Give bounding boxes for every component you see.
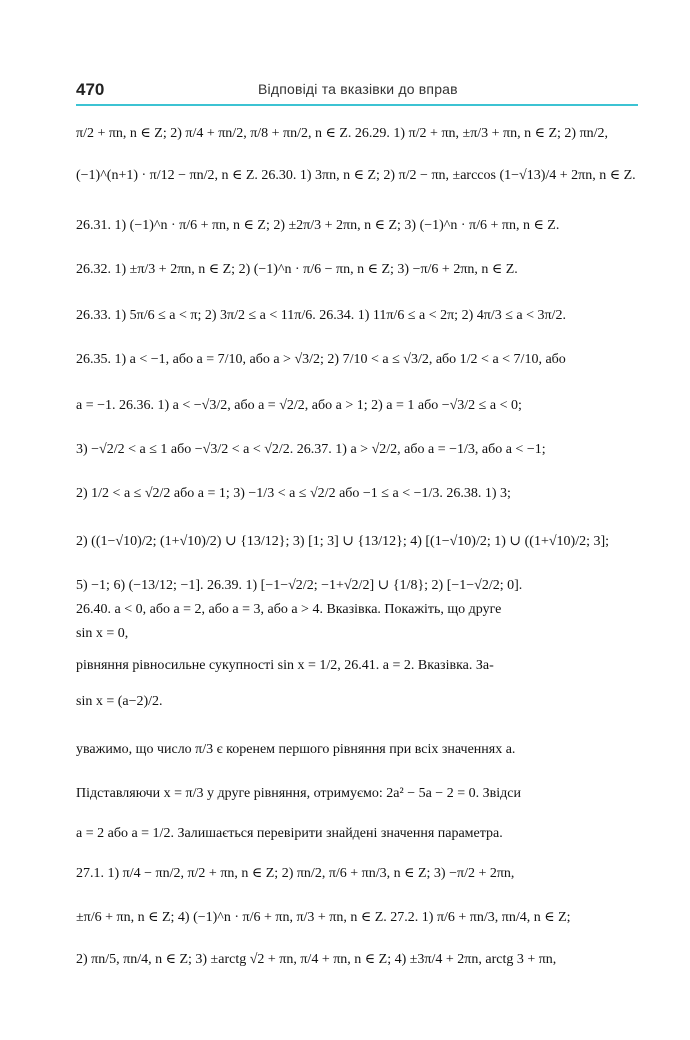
text-line: рівняння рівносильне сукупності sin x = 1/2, 26.41. a = 2. Вказівка. За- bbox=[76, 658, 494, 673]
text-line: (−1)^(n+1) · π/12 − πn/2, n ∈ Z. 26.30. 1) 3πn, n ∈ Z; 2) π/2 − πn, ±arccos (1−√13)/4 + 2πn, n ∈ Z. bbox=[76, 168, 636, 183]
page-number: 470 bbox=[76, 80, 105, 99]
page-header bbox=[76, 78, 638, 106]
text-line: a = 2 або a = 1/2. Залишається перевірити знайдені значення параметра. bbox=[76, 826, 503, 841]
text-line: Підставляючи x = π/3 у друге рівняння, отримуємо: 2a² − 5a − 2 = 0. Звідси bbox=[76, 786, 521, 801]
text-line: 26.32. 1) ±π/3 + 2πn, n ∈ Z; 2) (−1)^n · π/6 − πn, n ∈ Z; 3) −π/6 + 2πn, n ∈ Z. bbox=[76, 262, 518, 277]
running-head: Відповіді та вказівки до вправ bbox=[258, 81, 458, 97]
text-line: 5) −1; 6) (−13/12; −1]. 26.39. 1) [−1−√2/2; −1+√2/2] ∪ {1/8}; 2) [−1−√2/2; 0]. bbox=[76, 578, 523, 593]
text-line: 2) πn/5, πn/4, n ∈ Z; 3) ±arctg √2 + πn, π/4 + πn, n ∈ Z; 4) ±3π/4 + 2πn, arctg 3 + πn, bbox=[76, 952, 557, 967]
text-line: 26.35. 1) a < −1, або a = 7/10, або a > √3/2; 2) 7/10 < a ≤ √3/2, або 1/2 < a < 7/10, або bbox=[76, 352, 566, 367]
text-line: ±π/6 + πn, n ∈ Z; 4) (−1)^n · π/6 + πn, π/3 + πn, n ∈ Z. 27.2. 1) π/6 + πn/3, πn/4, n ∈ Z; bbox=[76, 910, 571, 925]
text-line: 26.33. 1) 5π/6 ≤ a < π; 2) 3π/2 ≤ a < 11π/6. 26.34. 1) 11π/6 ≤ a < 2π; 2) 4π/3 ≤ a < 3π/2. bbox=[76, 308, 566, 323]
header-rule bbox=[76, 104, 638, 106]
text-line: 27.1. 1) π/4 − πn/2, π/2 + πn, n ∈ Z; 2) πn/2, π/6 + πn/3, n ∈ Z; 3) −π/2 + 2πn, bbox=[76, 866, 515, 881]
text-line: sin x = 0, bbox=[76, 626, 129, 641]
text-line: sin x = (a−2)/2. bbox=[76, 694, 163, 709]
text-line: 2) ((1−√10)/2; (1+√10)/2) ∪ {13/12}; 3) [1; 3] ∪ {13/12}; 4) [(1−√10)/2; 1) ∪ ((1+√10)/2; 3]; bbox=[76, 534, 610, 549]
text-line: a = −1. 26.36. 1) a < −√3/2, або a = √2/2, або a > 1; 2) a = 1 або −√3/2 ≤ a < 0; bbox=[76, 398, 522, 413]
text-line: 2) 1/2 < a ≤ √2/2 або a = 1; 3) −1/3 < a ≤ √2/2 або −1 ≤ a < −1/3. 26.38. 1) 3; bbox=[76, 486, 511, 501]
text-line: уважимо, що число π/3 є коренем першого рівняння при всіх значеннях a. bbox=[76, 742, 516, 757]
text-line: π/2 + πn, n ∈ Z; 2) π/4 + πn/2, π/8 + πn/2, n ∈ Z. 26.29. 1) π/2 + πn, ±π/3 + πn, n ∈ Z; 2) πn/2, bbox=[76, 126, 609, 141]
text-line: 26.31. 1) (−1)^n · π/6 + πn, n ∈ Z; 2) ±2π/3 + 2πn, n ∈ Z; 3) (−1)^n · π/6 + πn, n ∈ Z. bbox=[76, 218, 560, 233]
text-line: 26.40. a < 0, або a = 2, або a = 3, або a > 4. Вказівка. Покажіть, що друге bbox=[76, 602, 502, 617]
text-line: 3) −√2/2 < a ≤ 1 або −√3/2 < a < √2/2. 26.37. 1) a > √2/2, або a = −1/3, або a < −1; bbox=[76, 442, 546, 457]
